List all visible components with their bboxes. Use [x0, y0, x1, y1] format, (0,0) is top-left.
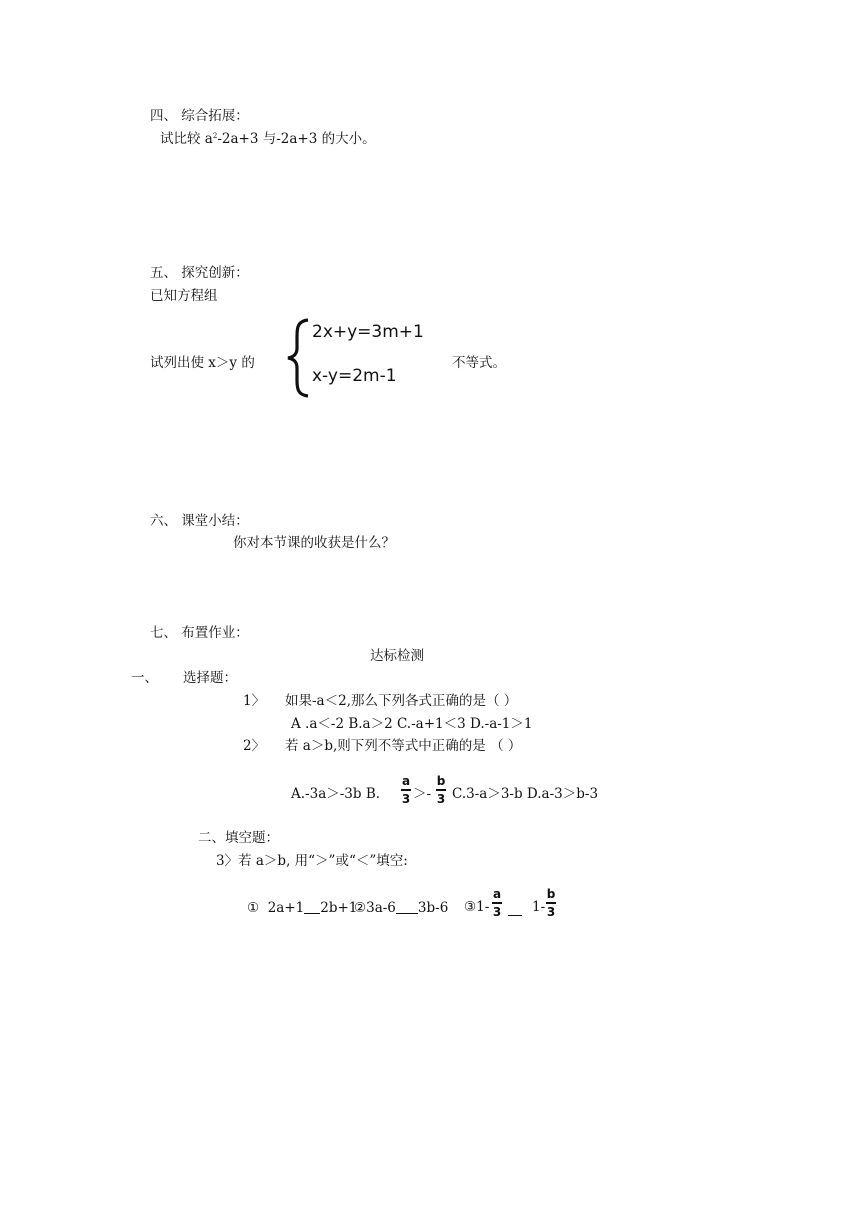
q3-item1-left: 2a+1: [267, 900, 305, 916]
equation-1: 2x+y=3m+1: [312, 322, 424, 342]
part2-heading: 二、填空题：: [198, 830, 279, 846]
exponent: 2: [212, 132, 218, 140]
fraction-b-over-3: [436, 775, 446, 805]
fraction-numerator: b: [546, 887, 556, 901]
q3-item3-mid: 1-: [532, 899, 546, 915]
part1-label: 选择题：: [183, 670, 237, 686]
fraction-denominator: 3: [546, 905, 556, 919]
q1-number: 1〉: [243, 693, 266, 709]
q3-text: 3〉若 a＞b, 用“＞”或“＜”填空:: [216, 853, 408, 869]
inequality-prompt-tail: 不等式。: [452, 355, 506, 371]
compare-question-pre: 试比较 a: [160, 131, 213, 147]
q3-item3-prefix: ③1-: [464, 899, 490, 915]
answer-blank-1[interactable]: [304, 901, 320, 914]
system-intro: 已知方程组: [150, 288, 218, 304]
left-brace-icon: [284, 318, 314, 398]
fraction-numerator: b: [436, 774, 446, 788]
q2-option-b-relation: ＞-: [413, 786, 432, 802]
summary-question: 你对本节课的收获是什么？: [233, 535, 395, 551]
fraction-numerator: a: [401, 774, 411, 788]
fraction-a-over-3-item3: [492, 888, 502, 918]
q3-item2-right: 3b-6: [417, 900, 449, 916]
fraction-b-over-3-item3: [546, 888, 556, 918]
equation-2: x-y=2m-1: [312, 366, 397, 386]
section-heading-4: 四、 综合拓展：: [150, 108, 249, 124]
fraction-numerator: a: [492, 887, 502, 901]
q2-option-a: A.-3a＞-3b B.: [291, 786, 381, 802]
section-heading-7: 七、 布置作业：: [150, 625, 249, 641]
test-title: 达标检测: [370, 648, 424, 664]
fraction-a-over-3: [401, 775, 411, 805]
fraction-denominator: 3: [492, 905, 502, 919]
part1-number: 一、: [131, 670, 158, 686]
q2-text: 若 a＞b,则下列不等式中正确的是 （ ）: [285, 738, 522, 754]
q3-item2: [354, 901, 448, 916]
answer-blank-3[interactable]: [508, 903, 522, 916]
section-heading-5: 五、 探究创新：: [150, 265, 249, 281]
q1-options: A .a＜-2 B.a＞2 C.-a+1＜3 D.-a-1＞1: [291, 716, 533, 732]
answer-blank-2[interactable]: [396, 901, 418, 914]
compare-question-post: -2a+3 与-2a+3 的大小。: [217, 131, 376, 147]
q3-item1-mark: ①: [247, 900, 260, 916]
q3-item2-left: ②3a-6: [354, 900, 396, 916]
fraction-denominator: 3: [436, 792, 446, 806]
fraction-denominator: 3: [401, 792, 411, 806]
compare-question: [160, 133, 376, 147]
q2-options-cd: C.3-a＞3-b D.a-3＞b-3: [452, 786, 599, 802]
q3-item1: [247, 901, 357, 916]
inequality-prompt: 试列出使 x＞y 的: [150, 355, 255, 371]
section-heading-6: 六、 课堂小结：: [150, 513, 249, 529]
q2-number: 2〉: [243, 738, 266, 754]
q3-item1-right: 2b+1: [320, 900, 358, 916]
q1-text: 如果-a＜2,那么下列各式正确的是（ ）: [285, 693, 518, 709]
